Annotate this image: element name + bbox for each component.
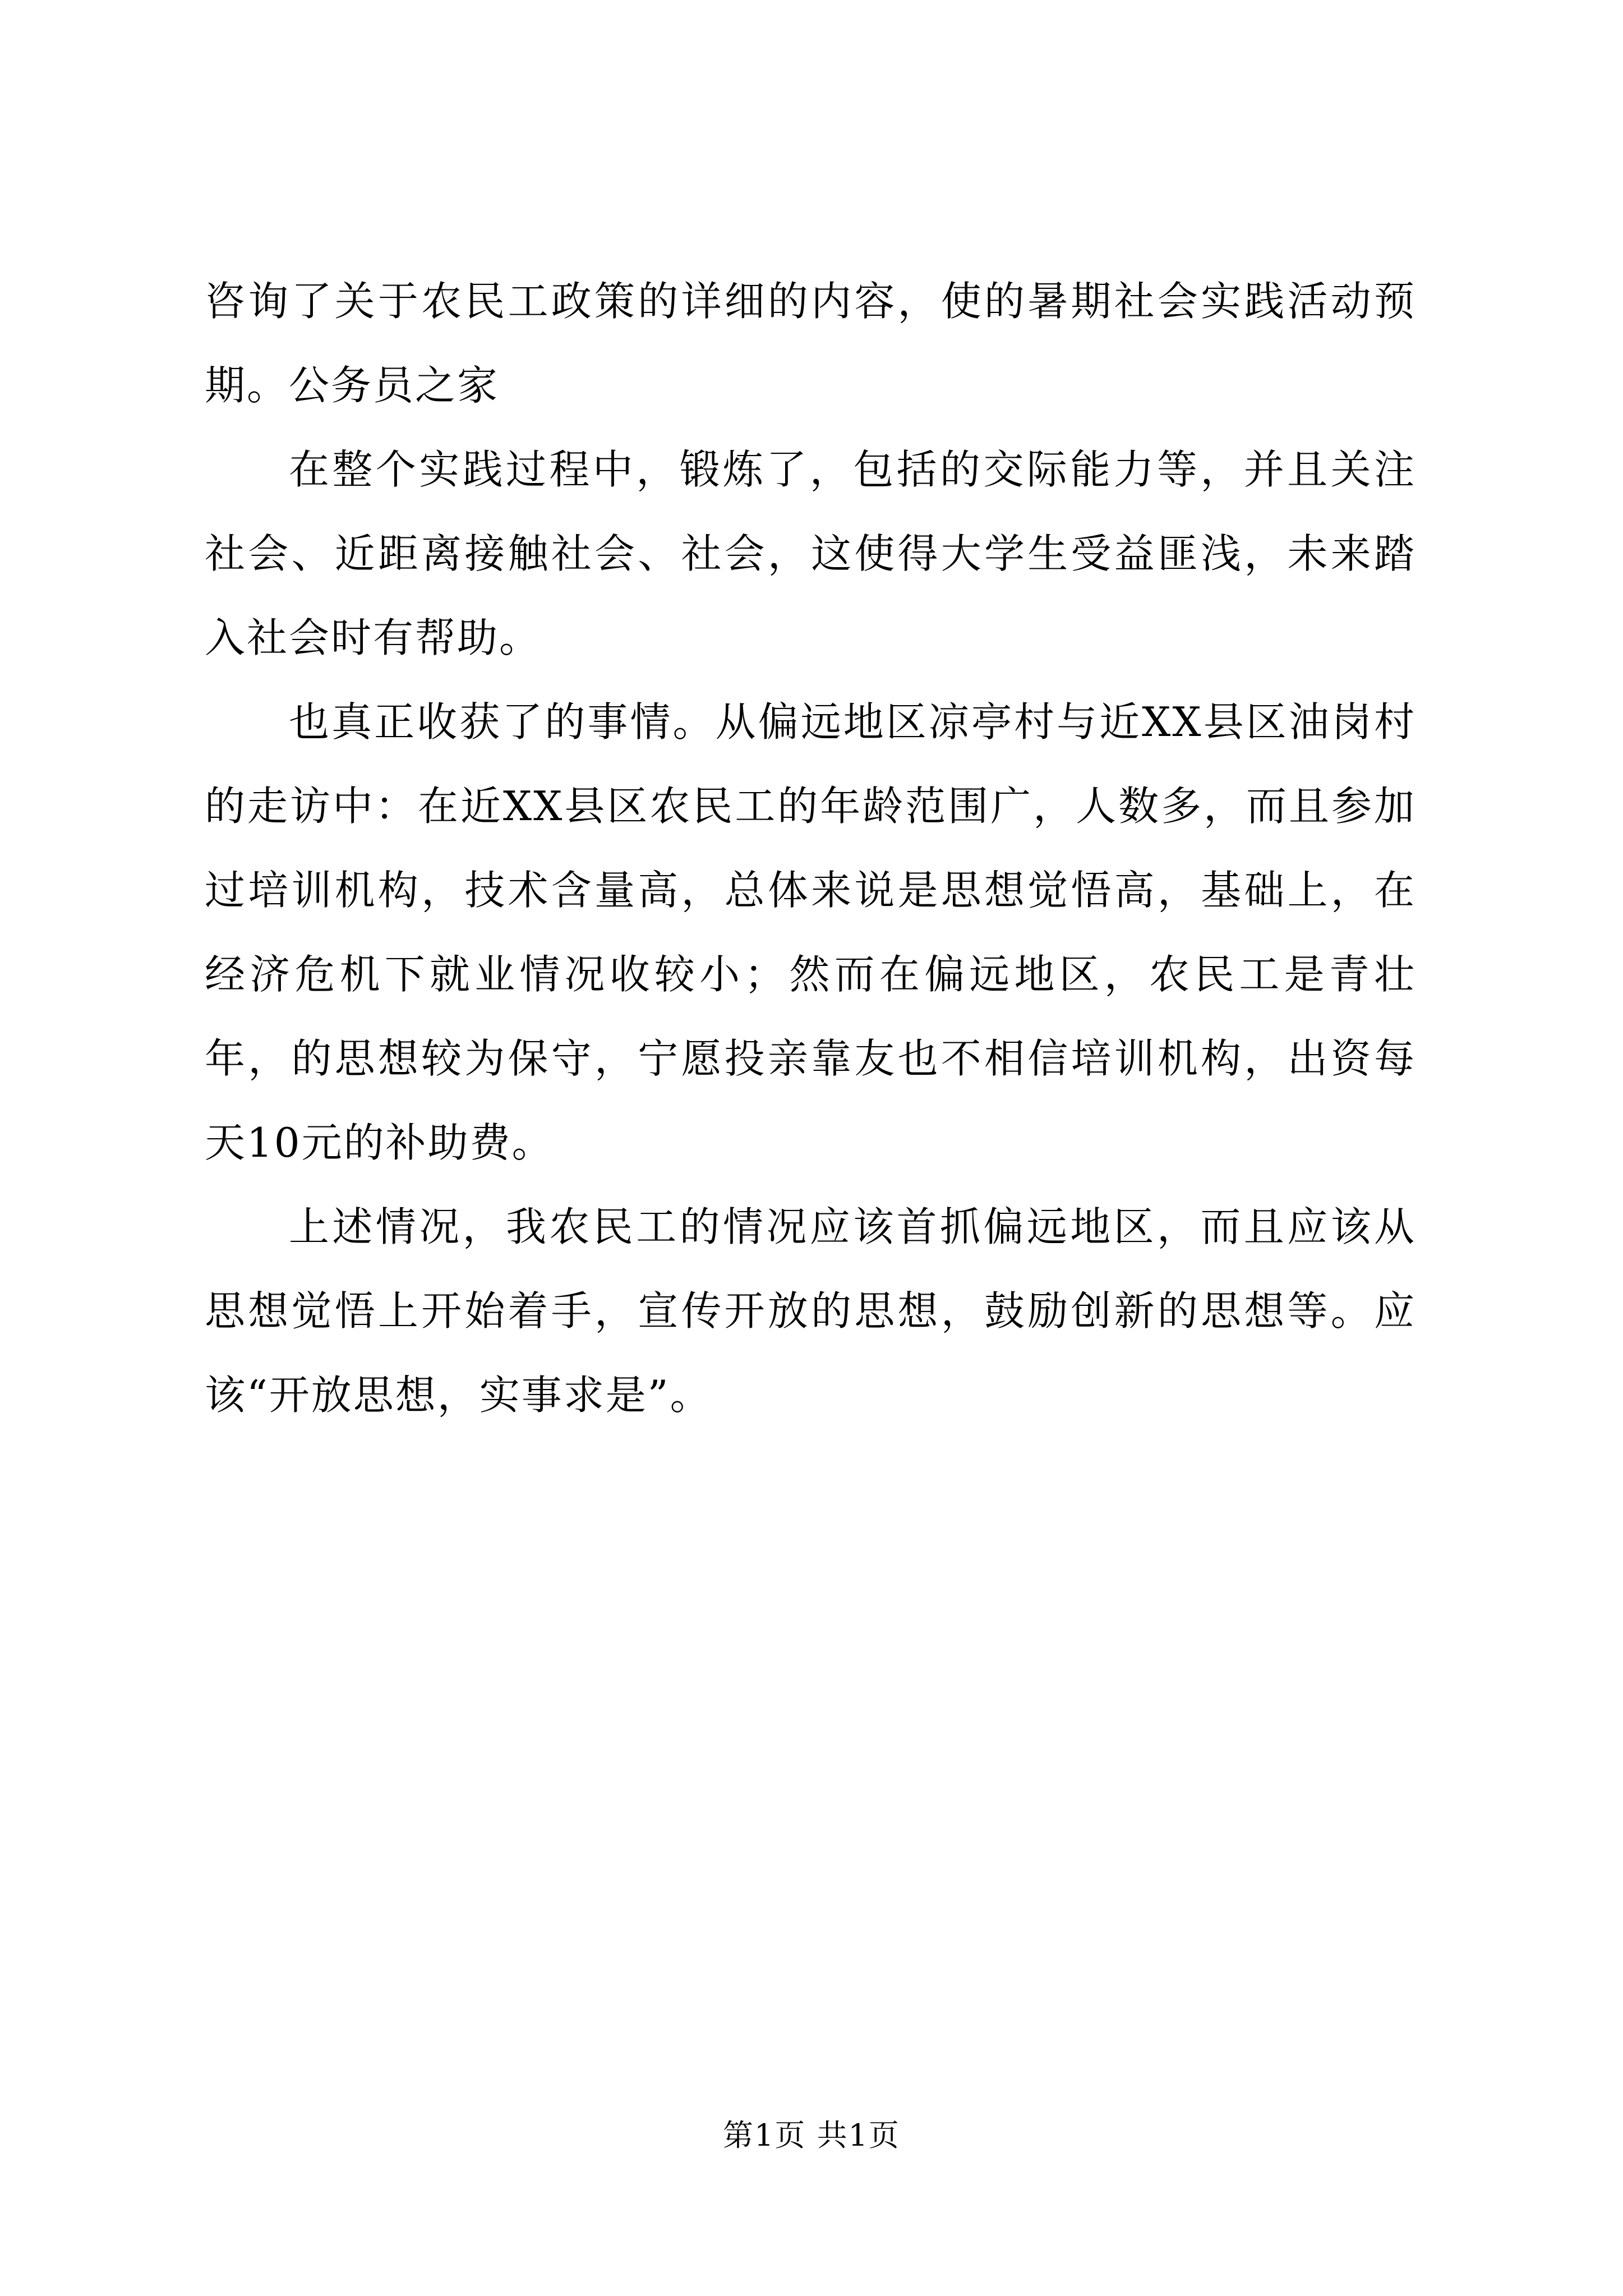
paragraph-2: 在整个实践过程中，锻炼了，包括的交际能力等，并且关注社会、近距离接触社会、社会，这使得大学生受益匪浅，未来踏入社会时有帮助。 — [205, 446, 1416, 661]
document-body — [205, 259, 1416, 1437]
paragraph-1: 咨询了关于农民工政策的详细的内容，使的暑期社会实践活动预期。公务员之家 — [205, 278, 1416, 409]
page-footer: 第1页 共1页 — [723, 2118, 900, 2153]
paragraph-4: 上述情况，我农民工的情况应该首抓偏远地区，而且应该从思想觉悟上开始着手，宣传开放的思想，鼓励创新的思想等。应该“开放思想，实事求是”。 — [205, 1203, 1416, 1419]
paragraph-3: 也真正收获了的事情。从偏远地区凉亭村与近XX县区油岗村的走访中：在近XX县区农民工的年龄范围广，人数多，而且参加过培训机构，技术含量高，总体来说是思想觉悟高，基础上，在经济危机下就业情况收较小；然而在偏远地区，农民工是青壮年，的思想较为保守，宁愿投亲靠友也不相信培训机构，出资每天10元的补助费。 — [205, 698, 1416, 1166]
